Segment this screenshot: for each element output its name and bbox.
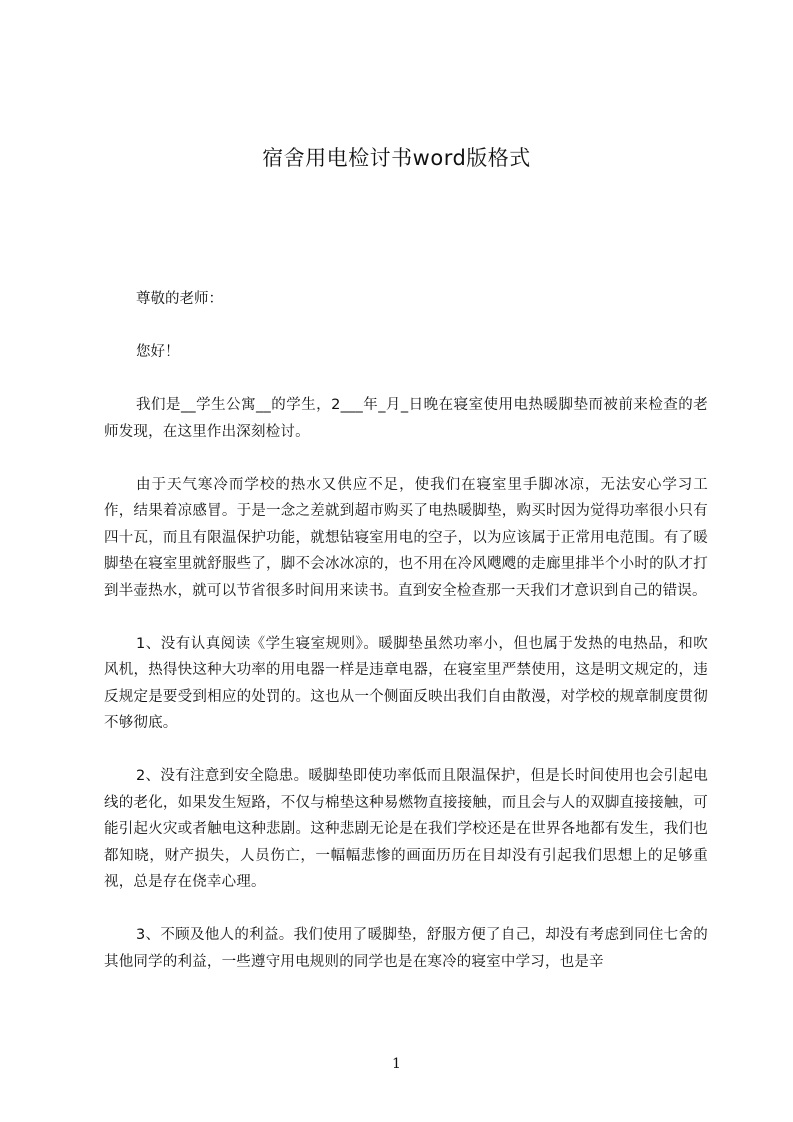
document-title: 宿舍用电检讨书word版格式 bbox=[262, 146, 531, 170]
paragraph-point-1: 1、没有认真阅读《学生寝室规则》。暖脚垫虽然功率小，但也属于发热的电热品，和吹风机，热得快这种大功率的用电器一样是违章电器，在寝室里严禁使用，这是明文规定的，违反规定是要受到相应的处罚的。这也从一个侧面反映出我们自由散漫，对学校的规章制度贯彻不够彻底。 bbox=[104, 635, 708, 731]
paragraph-intro: 我们是__学生公寓__的学生，2___年_月_日晚在寝室使用电热暖脚垫而被前来检查的老师发现，在这里作出深刻检讨。 bbox=[104, 397, 708, 440]
greeting: 您好！ bbox=[136, 344, 180, 360]
paragraph-point-2: 2、没有注意到安全隐患。暖脚垫即使功率低而且限温保护，但是长时间使用也会引起电线的老化，如果发生短路，不仅与棉垫这种易燃物直接接触，而且会与人的双脚直接接触，可能引起火灾或者触电这种悲剧。这种悲剧无论是在我们学校还是在世界各地都有发生，我们也都知晓，财产损失，人员伤亡，一幅幅悲惨的画面历历在目却没有引起我们思想上的足够重视，总是存在侥幸心理。 bbox=[104, 768, 708, 890]
salutation: 尊敬的老师： bbox=[136, 291, 223, 307]
document-body bbox=[104, 286, 708, 1002]
paragraph-point-3: 3、不顾及他人的利益。我们使用了暖脚垫，舒服方便了自己，却没有考虑到同住七舍的其他同学的利益，一些遵守用电规则的同学也是在寒冷的寝室中学习，也是辛 bbox=[104, 927, 708, 970]
paragraph-reason: 由于天气寒冷而学校的热水又供应不足，使我们在寝室里手脚冰凉，无法安心学习工作，结果着凉感冒。于是一念之差就到超市购买了电热暖脚垫，购买时因为觉得功率很小只有四十瓦，而且有限温保护功能，就想钻寝室用电的空子，以为应该属于正常用电范围。有了暖脚垫在寝室里就舒服些了，脚不会冰冰凉的，也不用在冷风飕飕的走廊里排半个小时的队才打到半壶热水，就可以节省很多时间用来读书。直到安全检查那一天我们才意识到自己的错误。 bbox=[104, 476, 708, 599]
page-number: 1 bbox=[392, 1056, 401, 1072]
